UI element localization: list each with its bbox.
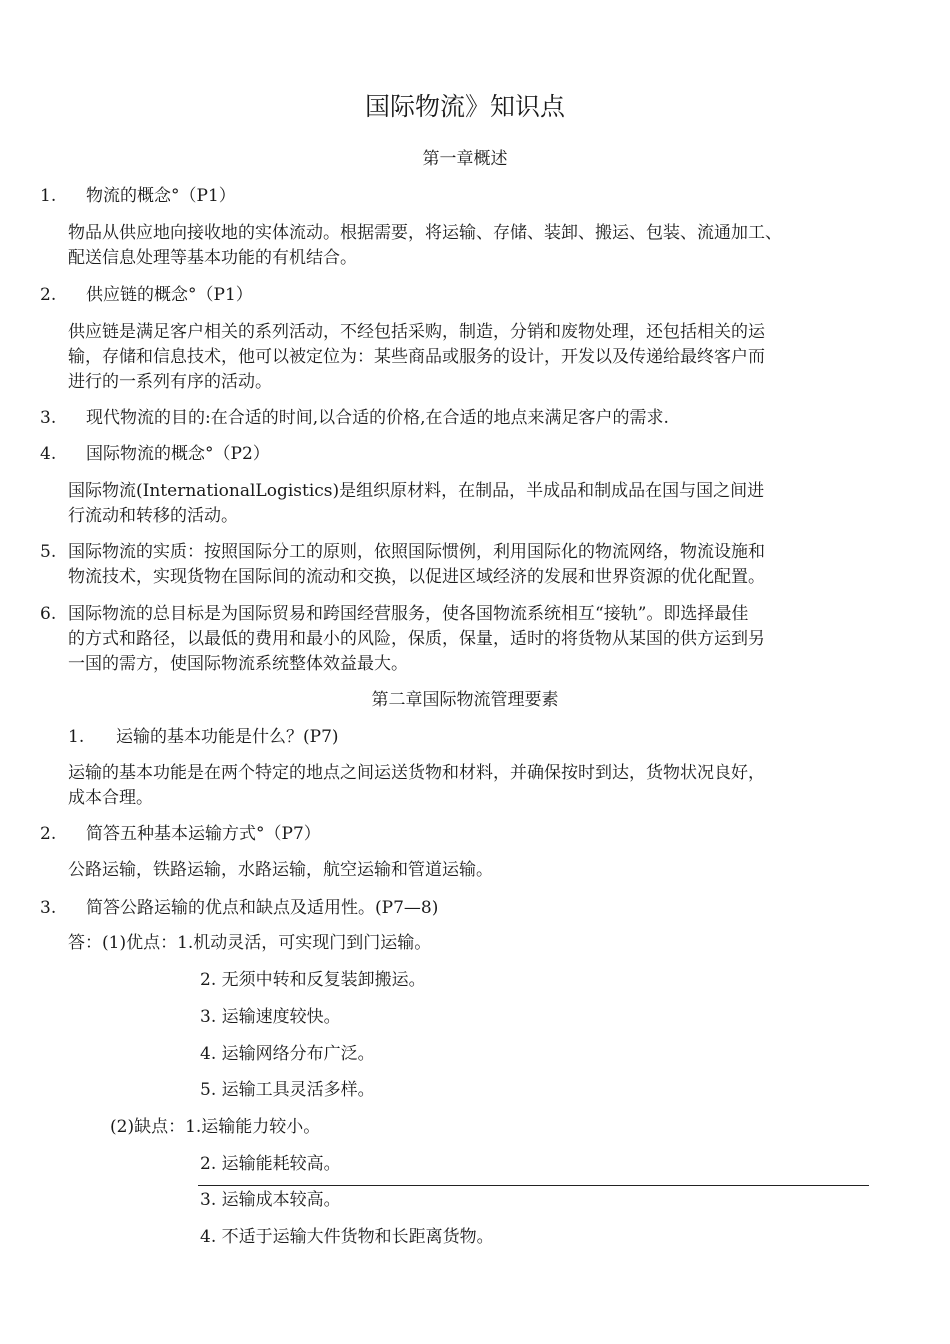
item-number: 1. — [68, 727, 85, 747]
disadvantage-item: 2. 运输能耗较高。 — [200, 1154, 341, 1174]
advantage-item: 2. 无须中转和反复装卸搬运。 — [200, 970, 426, 990]
chapter-2-heading: 第二章国际物流管理要素 — [371, 690, 559, 710]
horizontal-rule — [198, 1185, 869, 1186]
item-number: 3. — [40, 408, 57, 428]
answer-line: 配送信息处理等基本功能的有机结合。 — [68, 248, 357, 268]
item-number: 5. — [40, 542, 57, 562]
item-number: 3. — [40, 898, 57, 918]
advantages-heading: 答：(1)优点：1.机动灵活，可实现门到门运输。 — [68, 933, 432, 953]
question-label: 简答公路运输的优点和缺点及适用性。(P7—8) — [86, 898, 439, 918]
answer-line: 运输的基本功能是在两个特定的地点之间运送货物和材料，并确保按时到达，货物状况良好， — [68, 763, 765, 783]
paragraph-line: 国际物流的实质：按照国际分工的原则，依照国际惯例，利用国际化的物流网络，物流设施和 — [68, 542, 765, 562]
advantage-item: 3. 运输速度较快。 — [200, 1007, 341, 1027]
disadvantage-item: 4. 不适于运输大件货物和长距离货物。 — [200, 1227, 494, 1247]
answer-line: 进行的一系列有序的活动。 — [68, 372, 272, 392]
answer-line: 成本合理。 — [68, 788, 153, 808]
question-label: 物流的概念°（P1） — [86, 186, 236, 206]
item-number: 2. — [40, 285, 57, 305]
question-label: 供应链的概念°（P1） — [86, 285, 253, 305]
disadvantages-heading: (2)缺点：1.运输能力较小。 — [110, 1117, 321, 1137]
question-label: 国际物流的概念°（P2） — [86, 444, 270, 464]
answer-line: 物品从供应地向接收地的实体流动。根据需要，将运输、存储、装卸、搬运、包装、流通加工、 — [68, 223, 782, 243]
item-number: 4. — [40, 444, 57, 464]
paragraph-line: 一国的需方，使国际物流系统整体效益最大。 — [68, 654, 408, 674]
answer-line: 供应链是满足客户相关的系列活动，不经包括采购，制造，分销和废物处理，还包括相关的运 — [68, 322, 765, 342]
item-number: 1. — [40, 186, 57, 206]
question-label: 简答五种基本运输方式°（P7） — [86, 824, 321, 844]
answer-line: 输，存储和信息技术，他可以被定位为：某些商品或服务的设计，开发以及传递给最终客户而 — [68, 347, 765, 367]
answer-line: 国际物流(InternationalLogistics)是组织原材料，在制品，半成品和制成品在国与国之间进 — [68, 481, 765, 501]
answer-line: 公路运输，铁路运输，水路运输，航空运输和管道运输。 — [68, 860, 493, 880]
paragraph-line: 的方式和路径，以最低的费用和最小的风险，保质，保量，适时的将货物从某国的供方运到另 — [68, 629, 765, 649]
question-label: 现代物流的目的:在合适的时间,以合适的价格,在合适的地点来满足客户的需求. — [86, 408, 669, 428]
advantage-item: 5. 运输工具灵活多样。 — [200, 1080, 375, 1100]
answer-line: 行流动和转移的活动。 — [68, 506, 238, 526]
document-title: 国际物流》知识点 — [364, 92, 565, 121]
advantage-item: 4. 运输网络分布广泛。 — [200, 1044, 375, 1064]
chapter-1-heading: 第一章概述 — [422, 149, 508, 169]
disadvantage-item: 3. 运输成本较高。 — [200, 1190, 341, 1210]
item-number: 6. — [40, 604, 57, 624]
paragraph-line: 国际物流的总目标是为国际贸易和跨国经营服务，使各国物流系统相互“接轨”。即选择最佳 — [68, 604, 749, 624]
paragraph-line: 物流技术，实现货物在国际间的流动和交换，以促进区域经济的发展和世界资源的优化配置。 — [68, 567, 765, 587]
question-label: 运输的基本功能是什么？(P7) — [116, 727, 339, 747]
item-number: 2. — [40, 824, 57, 844]
